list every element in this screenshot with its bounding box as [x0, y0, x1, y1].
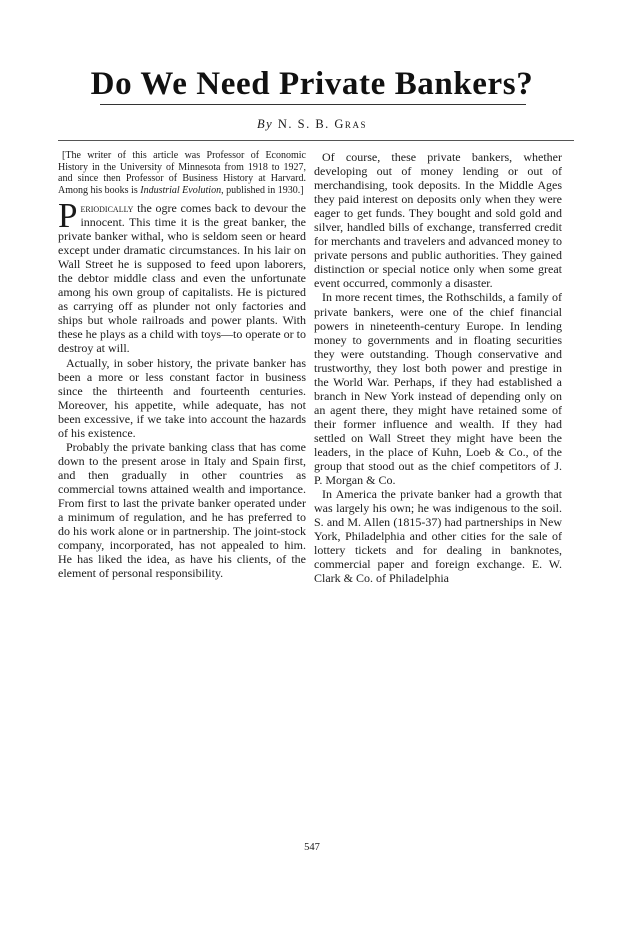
left-column [58, 150, 306, 580]
byline [0, 117, 624, 132]
lead-text: the ogre comes back to devour the innocent. This time it is the great banker, the private banker withal, who is seldom seen or heard except under dramatic circumstances. In his lair on Wall Street he is supposed to feed upon laborers, the debtor middle class and even the unfortunate among his own group of capitalists. He is pictured as carrying off as plunder not only factories and ships but whole railroads and power plants. With these he plays as a child with toys—to operate or to destroy at will. [58, 201, 306, 356]
editor-note-pre: [The writer of this article was Professor of Economic History in the University of Minnesota from 1918 to 1927, and since then Professor of Business History at Harvard. Among his books is [58, 150, 306, 196]
title-rule [100, 104, 526, 105]
editor-note [58, 150, 306, 196]
byline-rule [58, 140, 574, 141]
page-number: 547 [304, 842, 320, 853]
body-paragraph: In America the private banker had a growth that was largely his own; he was indigenous to the soil. S. and M. Allen (1815-37) had partnerships in New York, Philadelphia and other cities for the sale of lottery tickets and for dealing in banknotes, commercial paper and foreign exchange. E. W. Clark & Co. of Philadelphia [314, 487, 562, 586]
article-title: Do We Need Private Bankers? [90, 66, 534, 102]
drop-cap: P [58, 196, 78, 235]
body-paragraph: Of course, these private bankers, whether developing out of money lending or out of merchandising, took deposits. In the Middle Ages they paid interest on deposits only when they were eager to get funds. They bought and sold gold and silver, handled bills of exchange, transferred credit for merchants and travelers and advanced money to private persons and public authorities. They gained distinction or special notice only when some great event occurred, commonly a disaster. [314, 150, 562, 291]
body-paragraph: Probably the private banking class that has come down to the present arose in Italy and Spain first, and then gradually in other countries as commercial towns attained wealth and importance. From first to last the private banker operated under a minimum of regulation, and he has preferred to do his work alone or in partnership. The joint-stock company, incorporated, has not appealed to him. He has liked the idea, as have his clients, of the element of personal responsibility. [58, 439, 306, 581]
byline-by: By [257, 117, 274, 131]
byline-author: N. S. B. Gras [277, 117, 367, 131]
right-column [314, 150, 562, 585]
editor-note-post: , published in 1930.] [221, 184, 304, 196]
body-paragraph: In more recent times, the Rothschilds, a family of private bankers, were one of the chief financial powers in nineteenth-century Europe. In lending money to governments and in floating securities they were outstanding. Though conservative and trustworthy, they lost both power and prestige in the World War. Perhaps, if they had established a branch in New York instead of depending only on an agent there, they might have retained some of their former influence and wealth. If they had settled on Wall Street they might have been the leaders, in the place of Kuhn, Loeb & Co., of the group that stood out as the chief competitors of J. P. Morgan & Co. [314, 290, 562, 488]
lead-smallcaps: eriodically [80, 201, 134, 215]
lead-paragraph [58, 196, 306, 356]
body-paragraph: Actually, in sober history, the private banker has been a more or less constant factor in business since the thirteenth and fourteenth centuries. Moreover, his appetite, while adequate, has not been excessive, if we take into account the hazards of his existence. [58, 355, 306, 440]
editor-note-book: Industrial Evolution [140, 184, 222, 196]
